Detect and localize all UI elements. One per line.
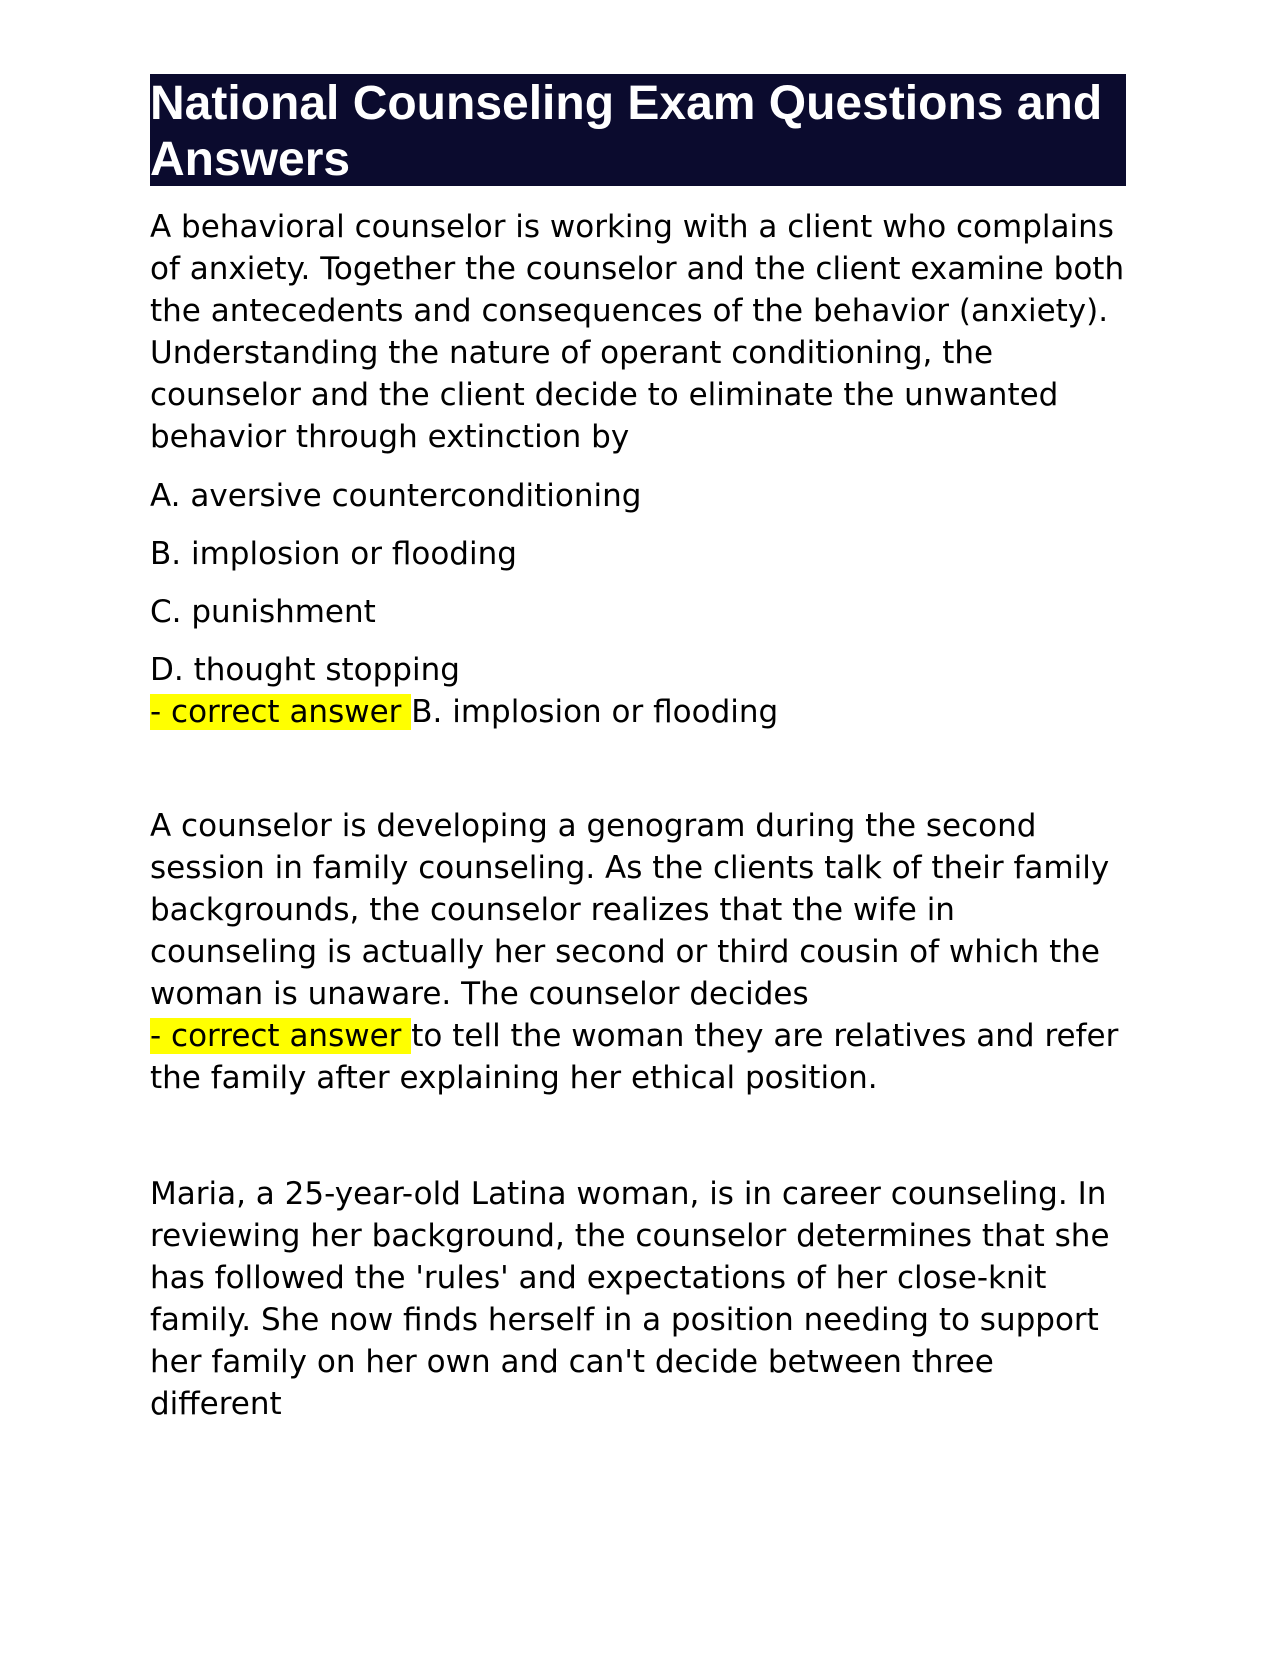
question-3-prompt: Maria, a 25-year-old Latina woman, is in career counseling. In reviewing her background, the counselor determines that she has followed the 'rules' and expectations of her close-knit family. She now finds herself in a position needing to support her family on her own and can't decide between three different: [150, 1176, 1120, 1422]
question-1-option-b: B. implosion or flooding: [150, 536, 517, 572]
question-2-answer: to tell the woman they are relatives and refer the family after explaining her ethical position.: [150, 1018, 1129, 1096]
document-title: National Counseling Exam Questions and Answers: [150, 74, 1126, 186]
question-1-option-a: A. aversive counterconditioning: [150, 478, 642, 514]
question-1-prompt: A behavioral counselor is working with a client who complains of anxiety. Together the counselor and the client examine both the antecedents and consequences of the behavior (anxiety). Understanding the nature of operant conditioning, the counselor and the client decide to eliminate the unwanted behavior through extinction by: [150, 209, 1134, 455]
question-1-option-c: C. punishment: [150, 594, 376, 630]
question-2-prompt: A counselor is developing a genogram during the second session in family counseling. As the clients talk of their family backgrounds, the counselor realizes that the wife in counseling is actually her second or third cousin of which the woman is unaware. The counselor decides: [150, 808, 1120, 1012]
document-page: [150, 74, 1134, 1425]
correct-answer-highlight: - correct answer: [150, 1018, 412, 1054]
correct-answer-highlight: - correct answer: [150, 694, 412, 730]
question-1-option-d: D. thought stopping: [150, 652, 460, 688]
question-1-answer-line: [150, 691, 1126, 733]
question-2-block: [150, 805, 1129, 1099]
question-1-answer: B. implosion or flooding: [411, 694, 779, 730]
